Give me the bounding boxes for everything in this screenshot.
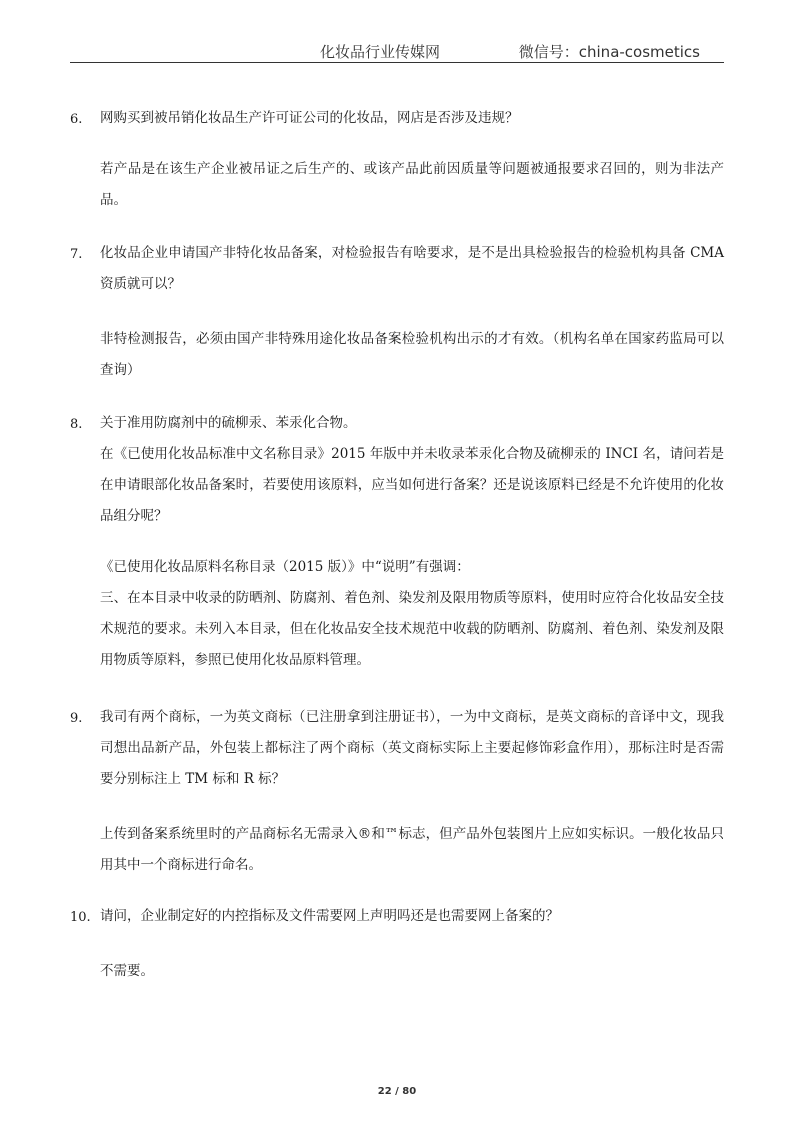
faq-item-6 xyxy=(70,103,724,216)
faq-answer-intro: 《已使用化妆品原料名称目录（2015 版）》中“说明”有强调： xyxy=(100,559,470,575)
faq-item-7 xyxy=(70,238,724,386)
faq-number: 7. xyxy=(70,247,83,262)
faq-question: 在《已使用化妆品标准中文名称目录》2015 年版中并未收录苯汞化合物及硫柳汞的 INCI 名，请问若是在申请眼部化妆品备案时，若要使用该原料，应当如何进行备案？还是说该原料已经是不允许使用的化妆品组分呢？ xyxy=(100,446,724,524)
faq-question: 我司有两个商标，一为英文商标（已注册拿到注册证书），一为中文商标，是英文商标的音译中文，现我司想出品新产品，外包装上都标注了两个商标（英文商标实际上主要起修饰彩盒作用），那标注时是否需要分别标注上 TM 标和 R 标？ xyxy=(100,709,724,787)
faq-answer: 若产品是在该生产企业被吊证之后生产的、或该产品此前因质量等问题被通报要求召回的，则为非法产品。 xyxy=(100,161,724,208)
faq-question: 请问，企业制定好的内控指标及文件需要网上声明吗还是也需要网上备案的？ xyxy=(100,908,559,924)
page-number: 22 / 80 xyxy=(377,1086,417,1097)
faq-answer: 上传到备案系统里时的产品商标名无需录入®和™标志，但产品外包装图片上应如实标识。一般化妆品只用其中一个商标进行命名。 xyxy=(100,826,724,873)
site-name: 化妆品行业传媒网 xyxy=(320,43,441,61)
faq-number: 6. xyxy=(70,112,83,127)
page-header xyxy=(70,34,724,63)
faq-number: 10. xyxy=(70,910,91,925)
faq-number: 8. xyxy=(70,417,83,432)
faq-answer: 三、在本目录中收录的防晒剂、防腐剂、着色剂、染发剂及限用物质等原料，使用时应符合化妆品安全技术规范的要求。未列入本目录，但在化妆品安全技术规范中收载的防晒剂、防腐剂、着色剂、染发剂及限用物质等原料，参照已使用化妆品原料管理。 xyxy=(100,590,724,668)
faq-number: 9. xyxy=(70,711,83,726)
faq-question: 网购买到被吊销化妆品生产许可证公司的化妆品，网店是否涉及违规？ xyxy=(100,110,519,126)
faq-item-9 xyxy=(70,702,724,881)
faq-item-8 xyxy=(70,408,724,676)
faq-answer: 不需要。 xyxy=(100,963,154,979)
faq-answer: 非特检测报告，必须由国产非特殊用途化妆品备案检验机构出示的才有效。（机构名单在国家药监局可以查询） xyxy=(100,331,724,378)
faq-question: 化妆品企业申请国产非特化妆品备案，对检验报告有啥要求，是不是出具检验报告的检验机构具备 CMA 资质就可以？ xyxy=(100,245,724,292)
faq-content xyxy=(70,103,724,987)
faq-item-10 xyxy=(70,901,724,987)
wechat-id: 微信号：china-cosmetics xyxy=(518,43,700,61)
faq-question-title: 关于准用防腐剂中的硫柳汞、苯汞化合物。 xyxy=(100,415,357,431)
